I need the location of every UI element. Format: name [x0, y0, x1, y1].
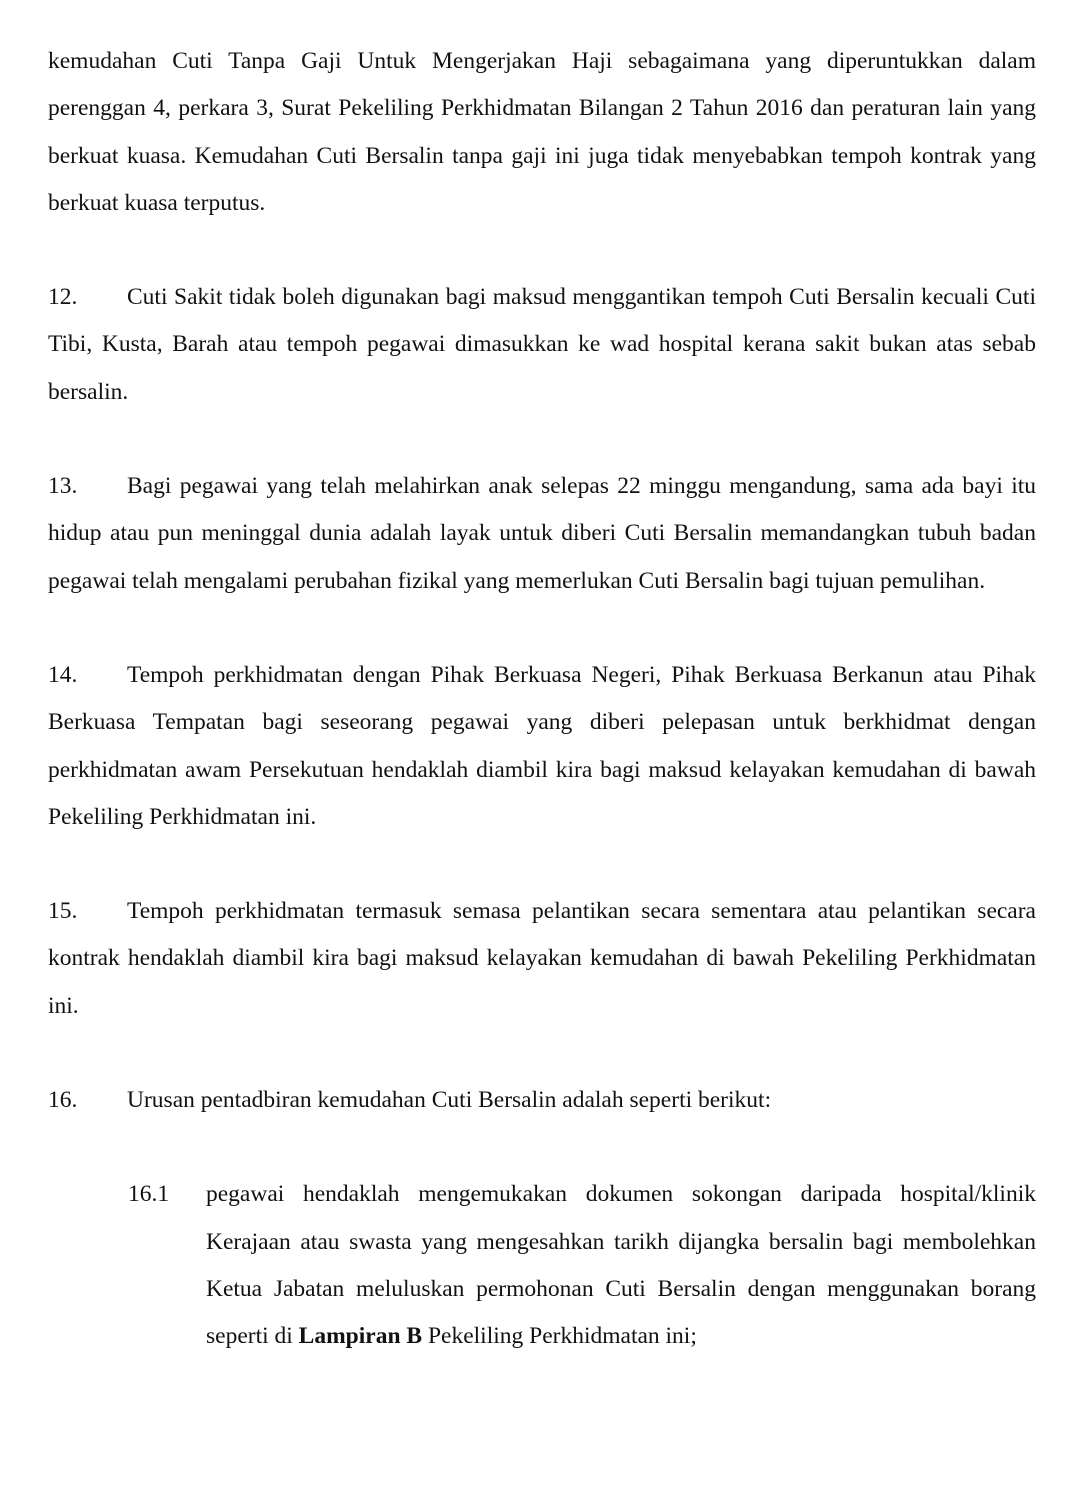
paragraph-12 [48, 274, 1036, 416]
paragraph-number: 12. [48, 284, 78, 311]
paragraph-number: 14. [48, 661, 78, 688]
paragraph-text: Bagi pegawai yang telah melahirkan anak selepas 22 minggu mengandung, sama ada bayi itu hidup atau pun meninggal dunia adalah layak untuk diberi Cuti Bersalin memandangkan tubuh badan pegawai telah mengalami perubahan fizikal yang memerlukan Cuti Bersalin bagi tujuan pemulihan. [48, 473, 1036, 594]
paragraph-number: 13. [48, 473, 78, 500]
subparagraph-text: pegawai hendaklah mengemukakan dokumen sokongan daripada hospital/klinik Kerajaan atau swasta yang mengesahkan tarikh dijangka bersalin bagi membolehkan Ketua Jabatan meluluskan permohonan Cuti Bersalin dengan menggunakan borang seperti di [206, 1181, 1036, 1350]
paragraph-11-continuation: kemudahan Cuti Tanpa Gaji Untuk Mengerjakan Haji sebagaimana yang diperuntukkan dalam perenggan 4, perkara 3, Surat Pekeliling Perkhidmatan Bilangan 2 Tahun 2016 dan peraturan lain yang berkuat kuasa. Kemudahan Cuti Bersalin tanpa gaji ini juga tidak menyebabkan tempoh kontrak yang berkuat kuasa terputus. [48, 48, 1036, 216]
paragraph-15 [48, 888, 1036, 1030]
paragraph-text: Cuti Sakit tidak boleh digunakan bagi maksud menggantikan tempoh Cuti Bersalin kecuali Cuti Tibi, Kusta, Barah atau tempoh pegawai dimasukkan ke wad hospital kerana sakit bukan atas sebab bersalin. [48, 284, 1036, 405]
paragraph-text: Urusan pentadbiran kemudahan Cuti Bersalin adalah seperti berikut: [127, 1087, 772, 1114]
subparagraph-16-1 [48, 1171, 1036, 1360]
paragraph-13 [48, 463, 1036, 605]
paragraph-14 [48, 652, 1036, 841]
subparagraph-text-end: Pekeliling Perkhidmatan ini; [422, 1323, 697, 1350]
paragraph-number: 15. [48, 898, 78, 925]
document-page [48, 38, 1036, 1361]
paragraph-16 [48, 1077, 1036, 1124]
subparagraph-number: 16.1 [128, 1181, 170, 1208]
paragraph-text: Tempoh perkhidmatan termasuk semasa pelantikan secara sementara atau pelantikan secara kontrak hendaklah diambil kira bagi maksud kelayakan kemudahan di bawah Pekeliling Perkhidmatan ini. [48, 898, 1036, 1019]
paragraph-number: 16. [48, 1087, 78, 1114]
paragraph-text: Tempoh perkhidmatan dengan Pihak Berkuasa Negeri, Pihak Berkuasa Berkanun atau Pihak Berkuasa Tempatan bagi seseorang pegawai yang diberi pelepasan untuk berkhidmat dengan perkhidmatan awam Persekutuan hendaklah diambil kira bagi maksud kelayakan kemudahan di bawah Pekeliling Perkhidmatan ini. [48, 661, 1036, 830]
appendix-reference: Lampiran B [298, 1323, 423, 1350]
